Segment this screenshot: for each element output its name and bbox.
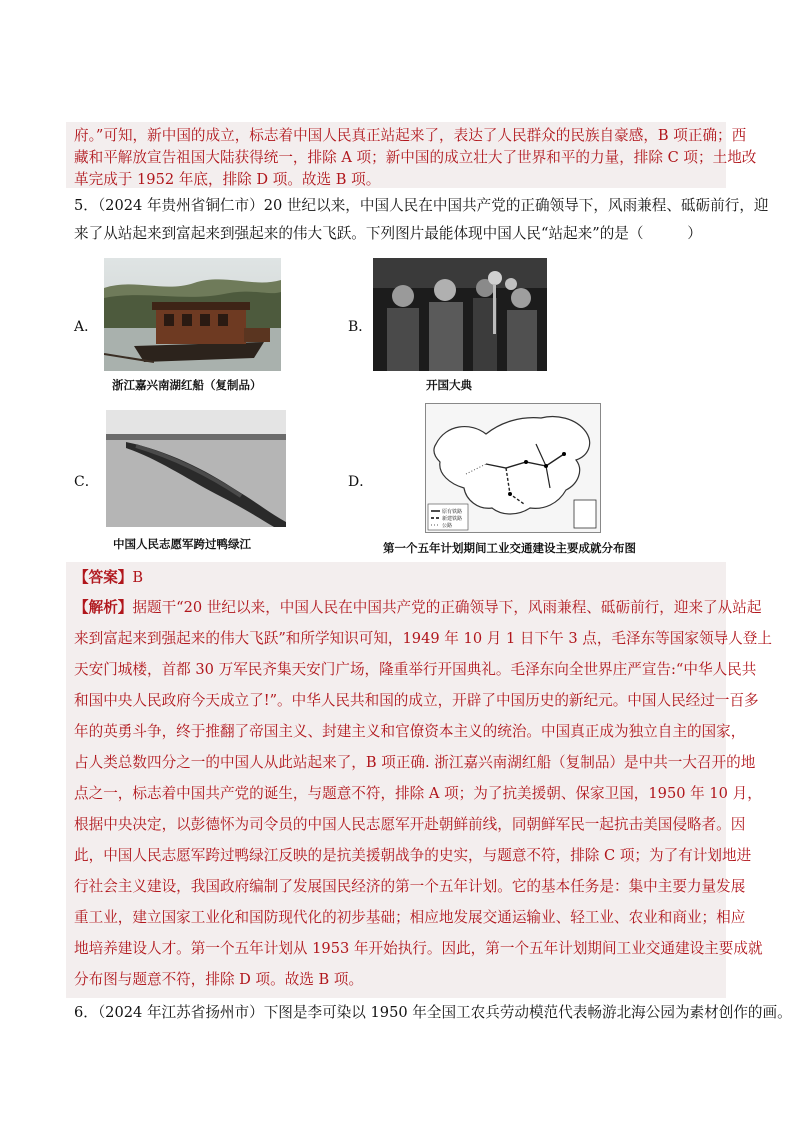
answer-value: B xyxy=(132,569,144,586)
option-a-label: A． xyxy=(74,319,99,335)
q5-stem-line-2: 来了从站起来到富起来到强起来的伟大飞跃。下列图片最能体现中国人民“站起来”的是（ ） xyxy=(74,225,702,242)
analysis-line-4: 和国中央人民政府今天成立了!”。中华人民共和国的成立，开辟了中国历史的新纪元。中国人民经过一百多 xyxy=(74,692,759,709)
map-legend-2: 新建铁路 xyxy=(442,516,463,522)
analysis-line-9: 此，中国人民志愿军跨过鸭绿江反映的是抗美援朝战争的史实，与题意不符，排除 C 项；为了有计划地进 xyxy=(74,847,752,864)
analysis-label: 【解析】 xyxy=(74,599,133,616)
founding-ceremony-photo xyxy=(373,258,547,371)
analysis-line-12: 地培养建设人才。第一个五年计划从 1953 年开始执行。因此，第一个五年计划期间工业交通建设主要成就 xyxy=(74,940,763,957)
option-d-caption: 第一个五年计划期间工业交通建设主要成就分布图 xyxy=(383,541,636,555)
analysis-line-1: 【解析】据题干“20 世纪以来，中国人民在中国共产党的正确领导下，风雨兼程、砥砺前行，迎来了从站起 xyxy=(74,599,762,616)
analysis-line-8: 根据中央决定，以彭德怀为司令员的中国人民志愿军开赴朝鲜前线，同朝鲜军民一起抗击美国侵略者。因 xyxy=(74,816,746,833)
q4-explanation-line-1: 府。”可知，新中国的成立，标志着中国人民真正站起来了，表达了人民群众的民族自豪感，B 项正确；西 xyxy=(74,127,747,144)
volunteers-crossing-yalu-photo xyxy=(106,410,286,527)
option-b-caption: 开国大典 xyxy=(426,378,472,392)
q5-stem-line-1: 5．（2024 年贵州省铜仁市）20 世纪以来，中国人民在中国共产党的正确领导下，风雨兼程、砥砺前行，迎 xyxy=(74,197,769,214)
five-year-plan-map xyxy=(425,403,601,533)
red-boat-photo xyxy=(104,258,281,371)
q4-explanation-line-3: 革完成于 1952 年底，排除 D 项。故选 B 项。 xyxy=(74,171,381,188)
q4-explanation-line-2: 藏和平解放宣告祖国大陆获得统一，排除 A 项；新中国的成立壮大了世界和平的力量，排除 C 项；土地改 xyxy=(74,149,757,166)
analysis-line-6: 占人类总数四分之一的中国人从此站起来了，B 项正确. 浙江嘉兴南湖红船（复制品）是中共一大召开的地 xyxy=(74,754,756,771)
q6-stem: 6．（2024 年江苏省扬州市）下图是李可染以 1950 年全国工农兵劳动模范代表畅游北海公园为素材创作的画。 xyxy=(74,1004,792,1021)
option-c-caption: 中国人民志愿军跨过鸭绿江 xyxy=(113,537,251,551)
analysis-line-5: 年的英勇斗争，终于推翻了帝国主义、封建主义和官僚资本主义的统治。中国真正成为独立自主的国家， xyxy=(74,723,746,740)
option-a-caption: 浙江嘉兴南湖红船（复制品） xyxy=(112,378,262,392)
answer-label: 【答案】 xyxy=(74,569,133,586)
option-d-label: D． xyxy=(348,474,374,490)
analysis-line-2: 来到富起来到强起来的伟大飞跃”和所学知识可知，1949 年 10 月 1 日下午 3 点，毛泽东等国家领导人登上 xyxy=(74,630,772,647)
analysis-line-10: 行社会主义建设，我国政府编制了发展国民经济的第一个五年计划。它的基本任务是：集中主要力量发展 xyxy=(74,878,746,895)
map-legend-3: 公路 xyxy=(442,523,453,529)
answer-line xyxy=(74,568,143,588)
option-c-label: C． xyxy=(74,474,99,490)
map-legend-1: 原有铁路 xyxy=(442,509,463,515)
analysis-line-11: 重工业，建立国家工业化和国防现代化的初步基础；相应地发展交通运输业、轻工业、农业和商业；相应 xyxy=(74,909,746,926)
option-b-label: B． xyxy=(348,319,373,335)
q5-answer-box xyxy=(66,562,726,998)
analysis-line-7: 点之一，标志着中国共产党的诞生，与题意不符，排除 A 项；为了抗美援朝、保家卫国，1950 年 10 月， xyxy=(74,785,762,802)
analysis-line-13: 分布图与题意不符，排除 D 项。故选 B 项。 xyxy=(74,971,364,988)
analysis-line-3: 天安门城楼，首都 30 万军民齐集天安门广场，隆重举行开国典礼。毛泽东向全世界庄严宣告:“中华人民共 xyxy=(74,661,757,678)
